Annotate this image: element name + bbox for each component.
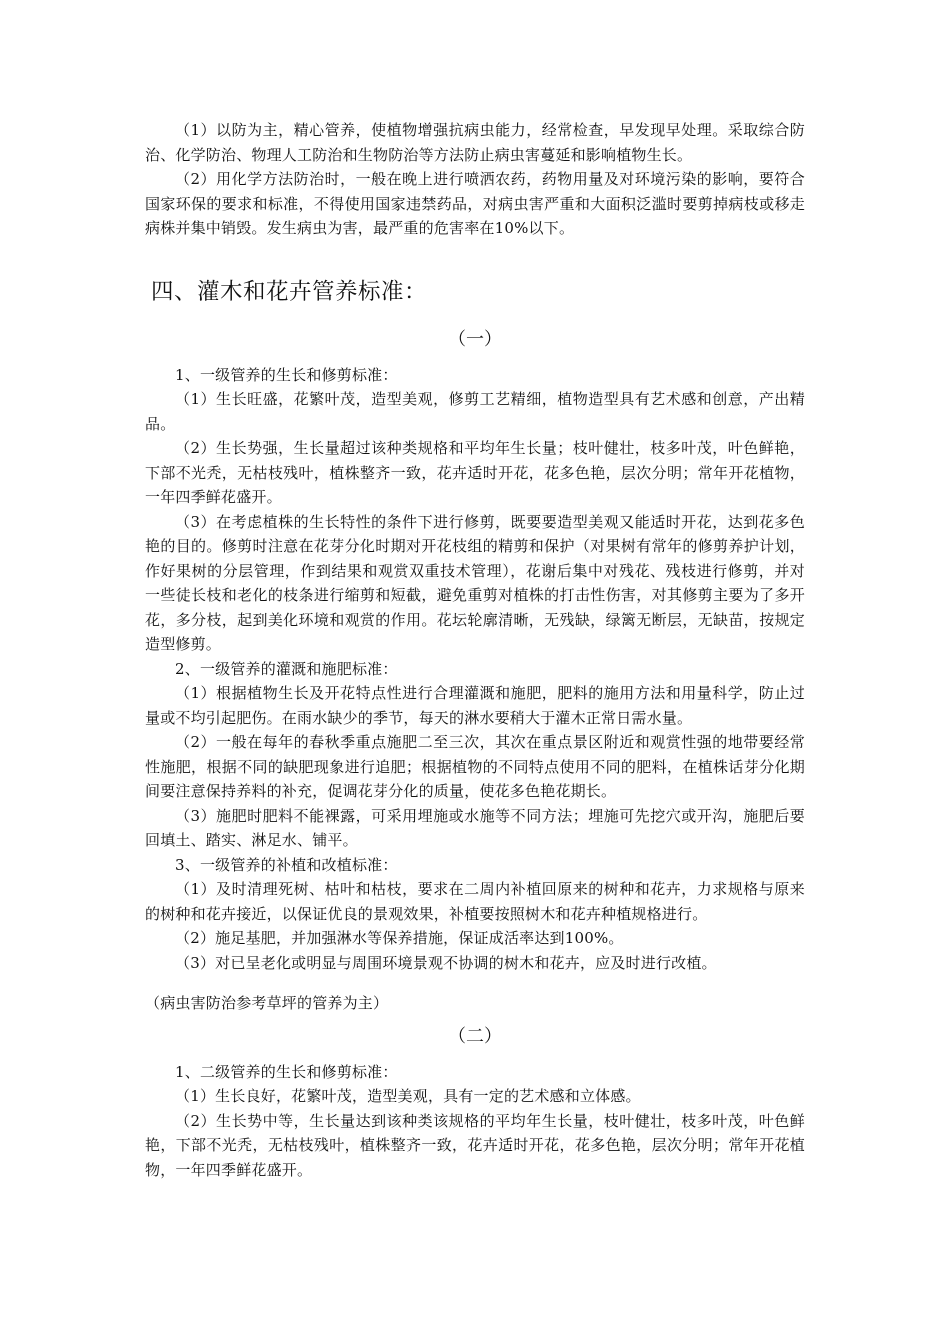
- paragraph: （2）施足基肥，并加强淋水等保养措施，保证成活率达到100%。: [175, 929, 624, 947]
- paragraph: （3）施肥时肥料不能裸露，可采用埋施或水施等不同方法；埋施可先挖穴或开沟，施肥后要回填土、踏实、淋足水、铺平。: [145, 806, 805, 849]
- item-heading-1: 1、一级管养的生长和修剪标准：: [175, 365, 398, 384]
- subsection-heading-2: （二）: [448, 1025, 502, 1047]
- item-heading-3: 3、一级管养的补植和改植标准：: [175, 855, 398, 874]
- paragraph-pest-1: （1）以防为主，精心管养，使植物增强抗病虫能力，经常检查，早发现早处理。采取综合防治、化学防治、物理人工防治和生物防治等方法防止病虫害蔓延和影响植物生长。: [145, 121, 805, 164]
- paragraph: （1）根据植物生长及开花特点性进行合理灌溉和施肥，肥料的施用方法和用量科学，防止过量或不均引起肥伤。在雨水缺少的季节，每天的淋水要稍大于灌木正常日需水量。: [145, 684, 805, 727]
- note-text: （病虫害防治参考草坪的管养为主）: [145, 994, 389, 1012]
- item-heading-2: 2、一级管养的灌溉和施肥标准：: [175, 659, 398, 678]
- paragraph-pest-2: （2）用化学方法防治时，一般在晚上进行喷洒农药，药物用量及对环境污染的影响，要符合国家环保的要求和标准，不得使用国家违禁药品，对病虫害严重和大面积泛滥时要剪掉病枝或移走病株并集中销毁。发生病虫为害，最严重的危害率在10%以下。: [145, 170, 805, 237]
- paragraph: （1）及时清理死树、枯叶和枯枝，要求在二周内补植回原来的树种和花卉，力求规格与原来的树种和花卉接近，以保证优良的景观效果，补植要按照树木和花卉种植规格进行。: [145, 880, 805, 923]
- paragraph: （3）在考虑植株的生长特性的条件下进行修剪，既要要造型美观又能适时开花，达到花多色艳的目的。修剪时注意在花芽分化时期对开花枝组的精剪和保护（对果树有常年的修剪养护计划，作好果树的分层管理，作到结果和观赏双重技术管理），花谢后集中对残花、残枝进行修剪，并对一些徒长枝和老化的枝条进行缩剪和短截，避免重剪对植株的打击性伤害，对其修剪主要为了多开花，多分枝，起到美化环境和观赏的作用。花坛轮廓清晰，无残缺，绿篱无断层，无缺苗，按规定造型修剪。: [145, 512, 805, 653]
- paragraph: （1）生长良好，花繁叶茂，造型美观，具有一定的艺术感和立体感。: [175, 1087, 641, 1105]
- paragraph: （2）一般在每年的春秋季重点施肥二至三次，其次在重点景区附近和观赏性强的地带要经常性施肥，根据不同的缺肥现象进行追肥；根据植物的不同特点使用不同的肥料，在植株话芽分化期间要注意保持养料的补充，促调花芽分化的质量，使花多色艳花期长。: [145, 733, 805, 800]
- document-page: [145, 118, 805, 1182]
- section-heading-4: 四、灌木和花卉管养标准：: [151, 278, 428, 305]
- paragraph: （1）生长旺盛，花繁叶茂，造型美观，修剪工艺精细，植物造型具有艺术感和创意，产出精品。: [145, 390, 805, 433]
- paragraph: （2）生长势强，生长量超过该种类规格和平均年生长量；枝叶健壮，枝多叶茂，叶色鲜艳，下部不光秃，无枯枝残叶，植株整齐一致，花卉适时开花，花多色艳，层次分明；常年开花植物，一年四季鲜花盛开。: [145, 439, 805, 506]
- paragraph: （3）对已呈老化或明显与周围环境景观不协调的树木和花卉，应及时进行改植。: [175, 953, 717, 972]
- subsection-heading-1: （一）: [448, 328, 502, 350]
- item-heading-4: 1、二级管养的生长和修剪标准：: [175, 1062, 398, 1081]
- paragraph: （2）生长势中等，生长量达到该种类该规格的平均年生长量，枝叶健壮，枝多叶茂，叶色鲜艳，下部不光秃，无枯枝残叶，植株整齐一致，花卉适时开花，花多色艳，层次分明；常年开花植物，一年四季鲜花盛开。: [145, 1111, 805, 1179]
